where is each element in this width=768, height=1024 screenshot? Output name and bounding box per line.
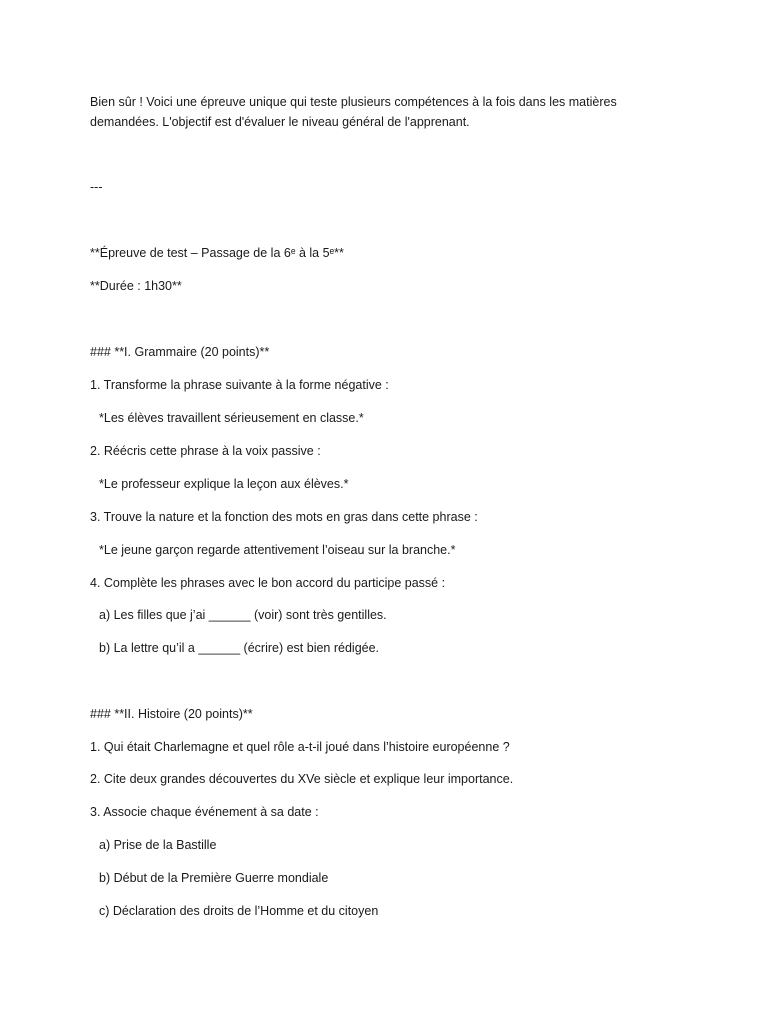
history-question-1: 1. Qui était Charlemagne et quel rôle a-t-il joué dans l’histoire européenne ? [90,740,510,754]
grammar-question-1: 1. Transforme la phrase suivante à la forme négative : [90,378,389,392]
intro-line-2: demandées. L'objectif est d'évaluer le niveau général de l'apprenant. [90,115,470,129]
history-question-3: 3. Associe chaque événement à sa date : [90,805,319,819]
grammar-question-4: 4. Complète les phrases avec le bon accord du participe passé : [90,576,446,590]
history-heading: ### **II. Histoire (20 points)** [90,707,253,721]
grammar-heading: ### **I. Grammaire (20 points)** [90,345,270,359]
separator: --- [90,180,103,194]
grammar-question-2-sentence: *Le professeur explique la leçon aux élèves.* [99,477,349,491]
history-question-2: 2. Cite deux grandes découvertes du XVe siècle et explique leur importance. [90,772,514,786]
grammar-question-3: 3. Trouve la nature et la fonction des mots en gras dans cette phrase : [90,510,478,524]
grammar-question-1-sentence: *Les élèves travaillent sérieusement en classe.* [99,411,364,425]
intro-line-1: Bien sûr ! Voici une épreuve unique qui teste plusieurs compétences à la fois dans les matières [90,95,617,109]
history-question-3-c: c) Déclaration des droits de l’Homme et du citoyen [99,904,379,918]
grammar-question-2: 2. Réécris cette phrase à la voix passive : [90,444,321,458]
history-question-3-b: b) Début de la Première Guerre mondiale [99,871,329,885]
test-duration: **Durée : 1h30** [90,279,182,293]
grammar-question-4-a: a) Les filles que j’ai ______ (voir) sont très gentilles. [99,608,387,622]
history-question-3-a: a) Prise de la Bastille [99,838,217,852]
grammar-question-3-sentence: *Le jeune garçon regarde attentivement l’oiseau sur la branche.* [99,543,456,557]
grammar-question-4-b: b) La lettre qu’il a ______ (écrire) est bien rédigée. [99,641,380,655]
test-title: **Épreuve de test – Passage de la 6ᵉ à la 5ᵉ** [90,246,344,260]
